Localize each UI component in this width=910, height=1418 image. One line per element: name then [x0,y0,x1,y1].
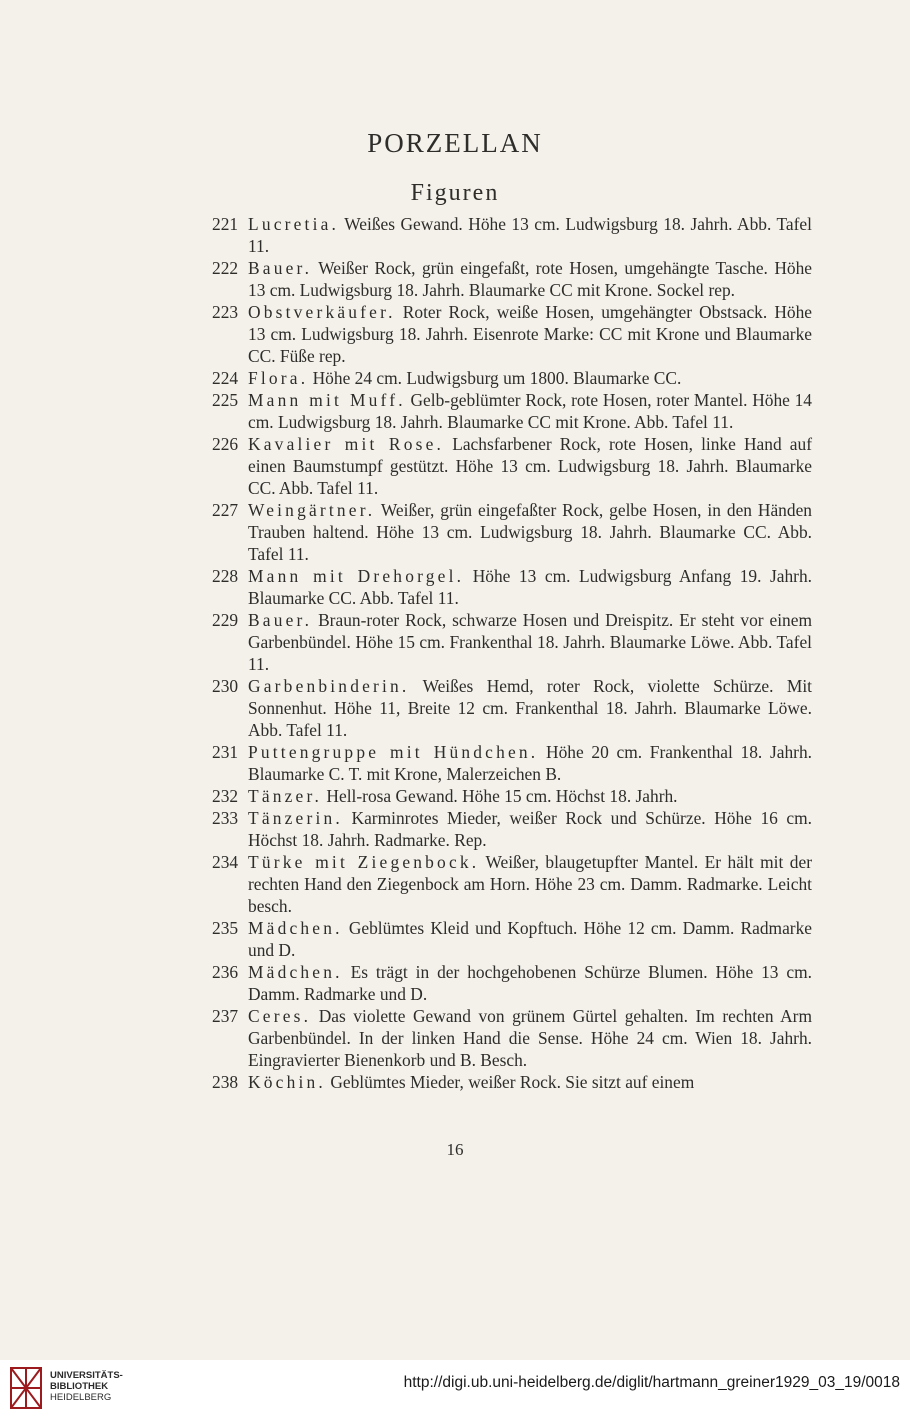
entry-title: Garbenbinderin. [248,676,410,696]
library-name-line-1: UNIVERSITÄTS- [50,1370,123,1381]
entry-title: Tänzerin. [248,808,343,828]
entry-text: Lachsfarbener Rock, rote Hosen, linke Hand auf einen Baumstumpf gestützt. Höhe 13 cm. Ludwigsburg 18. Jahrh. Blaumarke CC. Abb. Tafel 11. [248,434,812,498]
entry-text: Geblümtes Mieder, weißer Rock. Sie sitzt auf einem [330,1072,695,1092]
entry-number: 221 [212,214,239,234]
catalog-entry [212,213,812,257]
entry-number: 227 [212,500,239,520]
entry-title: Bauer. [248,258,313,278]
library-name-line-3: HEIDELBERG [50,1392,112,1403]
entry-number: 226 [212,434,239,454]
entry-number: 230 [212,676,239,696]
entry-number: 225 [212,390,239,410]
entry-number: 236 [212,962,239,982]
entry-title: Köchin. [248,1072,326,1092]
entry-title: Flora. [248,368,309,388]
entry-title: Ceres. [248,1006,312,1026]
catalog-entry [212,741,812,785]
library-logo-icon [8,1364,44,1412]
source-url-link[interactable]: http://digi.ub.uni-heidelberg.de/diglit/hartmann_greiner1929_03_19/0018 [403,1374,900,1391]
entry-title: Tänzer. [248,786,323,806]
entry-number: 231 [212,742,239,762]
catalog-entry [212,565,812,609]
catalog-entry [212,367,812,389]
catalog-entries [212,213,812,1093]
entry-text: Braun-roter Rock, schwarze Hosen und Dreispitz. Er steht vor einem Garbenbündel. Höhe 15 cm. Frankenthal 18. Jahrh. Blaumarke Löwe. Abb. Tafel 11. [248,610,812,674]
entry-number: 222 [212,258,239,278]
entry-title: Mann mit Drehorgel. [248,566,465,586]
catalog-entry [212,851,812,917]
entry-title: Bauer. [248,610,313,630]
entry-title: Mädchen. [248,918,343,938]
catalog-entry [212,301,812,367]
catalog-entry [212,807,812,851]
catalog-entry [212,499,812,565]
entry-title: Lucretia. [248,214,340,234]
entry-text: Karminrotes Mieder, weißer Rock und Schürze. Höhe 16 cm. Höchst 18. Jahrh. Radmarke. Rep. [248,808,812,850]
entry-text: Höhe 20 cm. Frankenthal 18. Jahrh. Blaumarke C. T. mit Krone, Malerzeichen B. [248,742,812,784]
page-heading: PORZELLAN [367,128,543,158]
catalog-entry [212,1071,812,1093]
entry-text: Weißer, grün eingefaßter Rock, gelbe Hosen, in den Händen Trauben haltend. Höhe 13 cm. Ludwigsburg 18. Jahrh. Blaumarke CC. Abb. Tafel 11. [248,500,812,564]
entry-number: 229 [212,610,239,630]
entry-title: Mädchen. [248,962,343,982]
catalog-entry [212,785,812,807]
entry-text: Geblümtes Kleid und Kopftuch. Höhe 12 cm. Damm. Radmarke und D. [248,918,812,960]
entry-number: 224 [212,368,239,388]
entry-text: Weißer Rock, grün eingefaßt, rote Hosen, umgehängte Tasche. Höhe 13 cm. Ludwigsburg 18. Jahrh. Blaumarke CC mit Krone. Sockel rep. [248,258,812,300]
entry-title: Mann mit Muff. [248,390,406,410]
catalog-entry [212,433,812,499]
entry-title: Weingärtner. [248,500,376,520]
section-heading: Figuren [410,180,500,206]
entry-text: Höhe 13 cm. Ludwigsburg Anfang 19. Jahrh. Blaumarke CC. Abb. Tafel 11. [248,566,812,608]
entry-number: 232 [212,786,239,806]
entry-number: 235 [212,918,239,938]
library-name-line-2: BIBLIOTHEK [50,1381,109,1392]
entry-number: 234 [212,852,239,872]
catalog-entry [212,961,812,1005]
entry-number: 223 [212,302,239,322]
entry-text: Höhe 24 cm. Ludwigsburg um 1800. Blaumarke CC. [312,368,682,388]
entry-text: Es trägt in der hochgehobenen Schürze Blumen. Höhe 13 cm. Damm. Radmarke und D. [248,962,812,1004]
entry-title: Kavalier mit Rose. [248,434,445,454]
page-number: 16 [446,1140,464,1159]
entry-number: 237 [212,1006,239,1026]
catalog-entry [212,917,812,961]
catalog-entry [212,1005,812,1071]
catalog-entry [212,257,812,301]
entry-text: Weißer, blaugetupfter Mantel. Er hält mit der rechten Hand den Ziegenbock am Horn. Höhe 23 cm. Damm. Radmarke. Leicht besch. [248,852,812,916]
library-name [50,1370,123,1403]
catalog-entry [212,675,812,741]
catalog-entry [212,609,812,675]
entry-text: Weißes Hemd, roter Rock, violette Schürze. Mit Sonnenhut. Höhe 11, Breite 12 cm. Frankenthal 18. Jahrh. Blaumarke Löwe. Abb. Tafel 11. [248,676,812,740]
entry-text: Das violette Gewand von grünem Gürtel gehalten. Im rechten Arm Garbenbündel. In der linken Hand die Sense. Höhe 24 cm. Wien 18. Jahrh. Eingravierter Bienenkorb und B. Besch. [248,1006,812,1070]
entry-title: Türke mit Ziegenbock. [248,852,480,872]
catalog-entry [212,389,812,433]
entry-text: Weißes Gewand. Höhe 13 cm. Ludwigsburg 18. Jahrh. Abb. Tafel 11. [248,214,812,256]
entry-text: Hell-rosa Gewand. Höhe 15 cm. Höchst 18. Jahrh. [326,786,678,806]
entry-number: 233 [212,808,239,828]
entry-text: Gelb-geblümter Rock, rote Hosen, roter Mantel. Höhe 14 cm. Ludwigsburg 18. Jahrh. Blaumarke CC mit Krone. Abb. Tafel 11. [248,390,812,432]
entry-number: 238 [212,1072,239,1092]
entry-title: Puttengruppe mit Hündchen. [248,742,539,762]
entry-number: 228 [212,566,239,586]
entry-text: Roter Rock, weiße Hosen, umgehängter Obstsack. Höhe 13 cm. Ludwigsburg 18. Jahrh. Eisenrote Marke: CC mit Krone und Blaumarke CC. Füße rep. [248,302,812,366]
entry-title: Obstverkäufer. [248,302,396,322]
